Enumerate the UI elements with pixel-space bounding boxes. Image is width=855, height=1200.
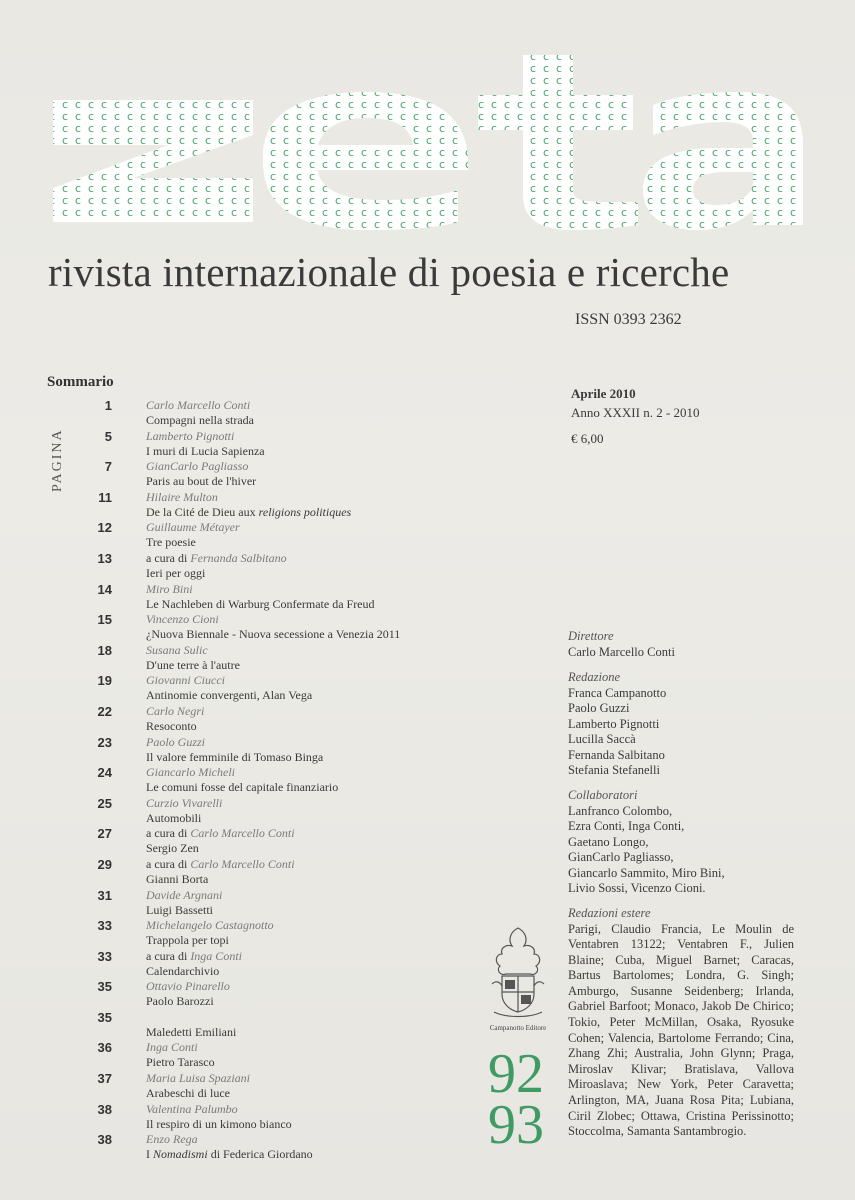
toc-entry [0,612,560,643]
direttore-heading: Direttore [568,629,614,643]
toc-title: ¿Nuova Biennale - Nuova secessione a Venezia 2011 [146,627,401,642]
toc-title: Luigi Bassetti [146,902,213,917]
toc-page-number: 5 [104,428,112,444]
pagina-text: PAGINA [50,428,65,492]
toc-page-number: 37 [97,1071,112,1087]
toc-title: I muri di Lucia Sapienza [146,443,265,458]
toc-author: Susana Sulic [146,642,208,657]
toc-author: Curzio Vivarelli [146,795,223,810]
toc-author: Vincenzo Cioni [146,612,219,627]
toc-title: Trappola per topi [146,933,229,948]
toc-entry [0,704,560,735]
logo-letter-z [53,100,253,222]
toc-title: Il respiro di un kimono bianco [146,1116,292,1131]
toc-page-number: 31 [97,887,112,903]
toc-author: Valentina Palumbo [146,1101,238,1116]
toc-page-number: 35 [97,979,112,995]
toc-author: Inga Conti [146,1040,198,1055]
collaboratore: Ezra Conti, Inga Conti, [568,819,685,833]
toc-title: Le comuni fosse del capitale finanziario [146,780,339,795]
toc-page-number: 25 [97,795,112,811]
issue-year: Anno XXXII n. 2 - 2010 [571,405,700,420]
toc-title: Resoconto [146,718,197,733]
toc-page-number: 33 [97,918,112,934]
toc-entry [0,796,560,827]
issue-price: € 6,00 [571,431,604,446]
toc-entry [0,398,560,429]
toc-page-number: 38 [97,1101,112,1117]
logo-text: zeta [48,50,50,51]
toc-title: Pietro Tarasco [146,1055,215,1070]
toc-title: Paolo Barozzi [146,994,214,1009]
toc-author: Enzo Rega [146,1132,198,1147]
collaboratore: GianCarlo Pagliasso, [568,850,674,864]
toc-page-number: 24 [97,765,112,781]
toc-author: a cura di Fernanda Salbitano [146,550,287,565]
toc-title: Paris au bout de l'hiver [146,474,257,489]
issue-number-top: 92 [488,1043,544,1105]
toc-page-number: 35 [97,1009,112,1025]
toc-title: Calendarchivio [146,963,220,978]
toc-page-number: 27 [97,826,112,842]
toc-title: Automobili [146,810,202,825]
redazione-member: Lamberto Pignotti [568,716,660,731]
toc-page-number: 23 [97,734,112,750]
toc-entry [0,490,560,521]
issue-date: Aprile 2010 [571,386,636,401]
redazione-member: Stefania Stefanelli [568,763,660,777]
issn: ISSN 0393 2362 [575,311,682,328]
toc-title: Compagni nella strada [146,413,254,427]
collaboratore: Giancarlo Sammito, Miro Bini, [568,865,725,880]
toc-heading: Sommario [47,374,114,390]
toc-entry [0,582,560,613]
toc-page-number: 36 [97,1040,112,1056]
toc-author: Miro Bini [146,581,193,596]
redazione-heading: Redazione [568,669,621,684]
toc-page-number: 33 [97,948,112,964]
redazione-member: Franca Campanotto [568,685,667,700]
toc-entry [0,888,560,919]
logo-letter-e [263,92,468,230]
toc-author: a cura di Carlo Marcello Conti [146,856,295,871]
toc-page-number: 13 [97,550,112,566]
toc-title: Tre poesie [146,535,196,550]
collaboratore: Lanfranco Colombo, [568,803,673,818]
direttore-name: Carlo Marcello Conti [568,645,675,659]
zeta-logo [48,50,808,240]
toc-page-number: 22 [97,703,112,719]
toc-page-number: 19 [97,673,112,689]
magazine-subtitle: rivista internazionale di poesia e ricerche [48,249,730,295]
redazione-member: Paolo Guzzi [568,701,630,715]
toc-entry [0,429,560,460]
toc-page-number: 1 [104,398,112,413]
toc-author: Maria Luisa Spaziani [146,1071,251,1086]
toc-title: Arabeschi di luce [146,1086,230,1101]
toc-title: Maledetti Emiliani [146,1024,237,1039]
toc-title: Il valore femminile di Tomaso Binga [146,749,324,764]
staff-column [568,628,794,1148]
toc-title: Antinomie convergenti, Alan Vega [146,688,313,703]
toc-page-number: 11 [98,489,112,505]
toc-entry [0,949,560,980]
toc-author: Davide Argnani [146,887,223,902]
toc-author: Carlo Negri [146,703,205,718]
toc-entry [0,520,560,551]
redazione-member: Fernanda Salbitano [568,747,665,762]
logo-letter-a [643,92,803,230]
toc-title: Sergio Zen [146,841,199,856]
logo-letter-t [478,55,638,230]
toc-entry [0,551,560,582]
toc-author: Lamberto Pignotti [146,428,235,443]
toc-page-number: 29 [97,856,112,872]
collaboratori-heading: Collaboratori [568,787,638,802]
toc-entry [0,643,560,674]
toc-page-number: 12 [97,520,112,536]
toc-author: a cura di Inga Conti [146,948,242,963]
toc-author: Paolo Guzzi [146,734,206,749]
toc-title: I Nomadismi di Federica Giordano [146,1147,313,1162]
toc-entry [0,673,560,704]
toc-author: Ottavio Pinarello [146,979,230,994]
redazioni-estere-heading: Redazioni estere [568,905,651,920]
toc-page-number: 38 [97,1132,112,1148]
toc-title: Gianni Borta [146,871,209,886]
redazione-member: Lucilla Saccà [568,732,636,746]
toc-entry [0,459,560,490]
toc-title: Le Nachleben di Warburg Confermate da Freud [146,596,375,611]
collaboratore: Gaetano Longo, [568,834,649,849]
publisher-crest-icon [488,924,548,1019]
toc-author: a cura di Carlo Marcello Conti [146,826,295,841]
publisher-name: Campanotto Editore [489,1024,547,1032]
toc-author: Michelangelo Castagnotto [146,918,274,933]
toc-author: Carlo Marcello Conti [146,398,251,412]
toc-title: D'une terre à l'autre [146,657,240,672]
redazioni-estere-text: Parigi, Claudio Francia, Le Moulin de Ventabren 13122; Ventabren F., Julien Blaine; Cuba, Miguel Barnet; Caracas, Bartus Bartolomes; Londra, G. Singh; Amburgo, Susanne Seidenberg; Irlanda, Gabriel Barfoot; Monaco, Jakob De Chirico; Tokio, Peter McMillan, Osaka, Ryosuke Cohen; Valencia, Bartolome Ferrando; Cina, Zhang Zhi; Australia, John Glynn; Praga, Miroslav Klivar; Bratislava, Vallova Miroaslava; New York, Peter Caravetta; Arlington, MA, Juana Rosa Pita; Lubiana, Ciril Zlobec; Ottawa, Cristina Perissinotto; Stoccolma, Samanta Santambrogio. [568,921,794,1139]
toc-author: Guillaume Métayer [146,520,240,535]
toc-page-number: 7 [104,459,112,475]
toc-title: Ieri per oggi [146,565,206,580]
toc-author: Giancarlo Micheli [146,765,235,780]
toc-author: Hilaire Multon [146,489,218,504]
toc-entry [0,857,560,888]
issue-number-bottom: 93 [488,1094,544,1156]
issue-info [571,384,700,448]
toc-entry [0,735,560,766]
toc-entry [0,765,560,796]
toc-page-number: 18 [97,642,112,658]
toc-author: Giovanni Ciucci [146,673,225,688]
toc-page-number: 15 [97,612,112,628]
collaboratore: Livio Sossi, Vicenzo Cioni. [568,881,706,895]
toc-entry [0,979,560,1010]
toc-page-number: 14 [97,581,112,597]
toc-entry [0,826,560,857]
toc-entry [0,918,560,949]
toc-title: De la Cité de Dieu aux religions politiques [146,504,352,519]
toc-author: GianCarlo Pagliasso [146,459,249,474]
